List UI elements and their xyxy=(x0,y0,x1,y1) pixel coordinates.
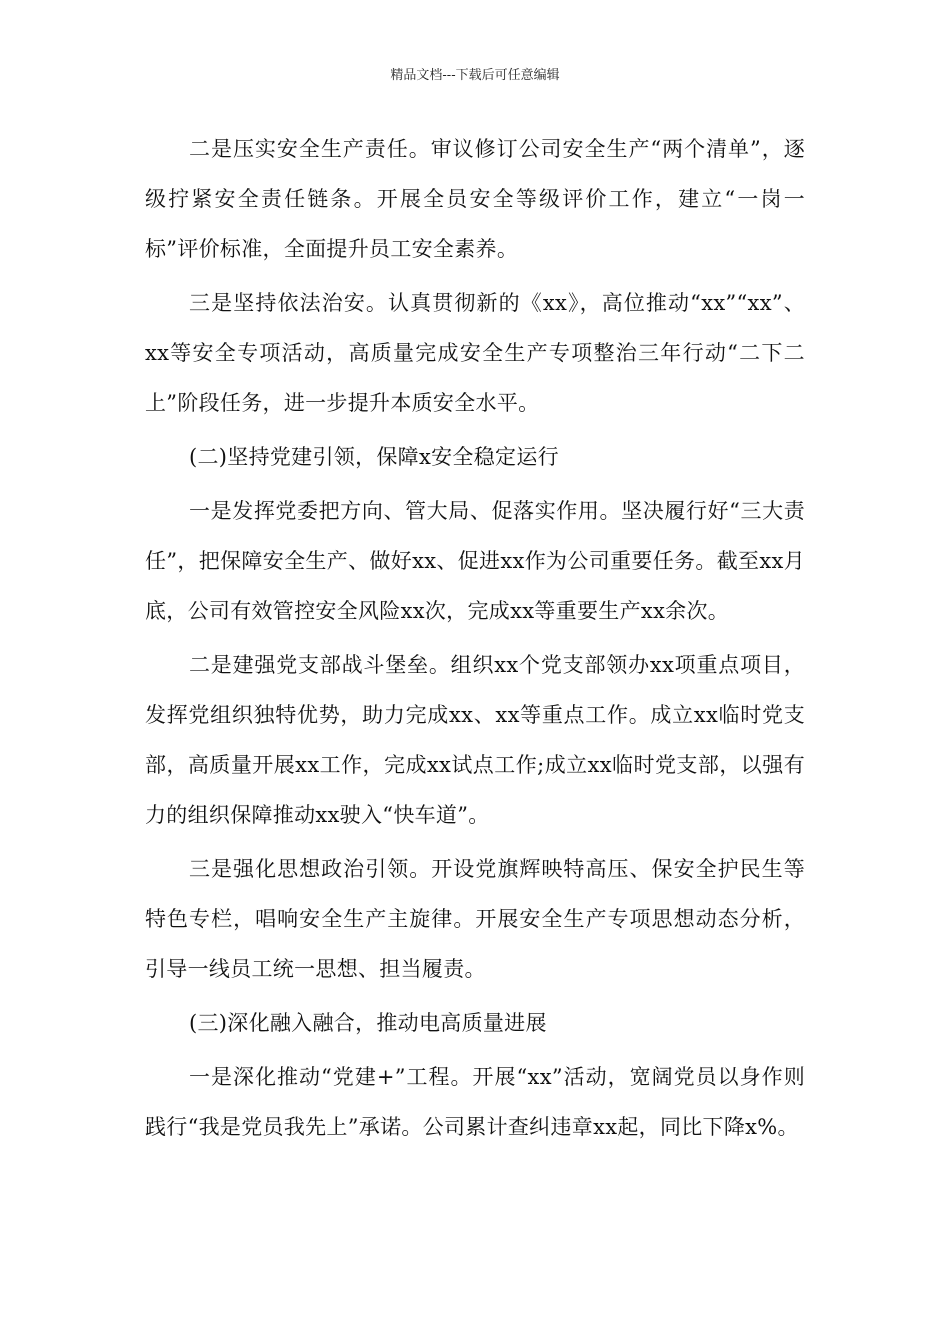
section-heading-party-leadership: (二)坚持党建引领，保障x安全稳定运行 xyxy=(189,445,559,469)
paragraph-safety-responsibility: 二是压实安全生产责任。审议修订公司安全生产“两个清单”，逐级拧紧安全责任链条。开展全员安全等级评价工作，建立“一岗一标”评价标准，全面提升员工安全素养。 xyxy=(145,137,805,261)
paragraph-party-branch: 二是建强党支部战斗堡垒。组织xx个党支部领办xx项重点项目，发挥党组织独特优势，助力完成xx、xx等重点工作。成立xx临时党支部，高质量开展xx工作，完成xx试点工作;成立xx临时党支部，以强有力的组织保障推动xx驶入“快车道”。 xyxy=(145,653,805,827)
paragraph-party-committee: 一是发挥党委把方向、管大局、促落实作用。坚决履行好“三大责任”，把保障安全生产、做好xx、促进xx作为公司重要任务。截至xx月底，公司有效管控安全风险xx次，完成xx等重要生产xx余次。 xyxy=(145,499,805,623)
paragraph-party-building-plus: 一是深化推动“党建+”工程。开展“xx”活动，宽阔党员以身作则践行“我是党员我先上”承诺。公司累计查纠违章xx起，同比下降x%。 xyxy=(145,1065,805,1139)
page-header: 精品文档---下载后可任意编辑 xyxy=(390,68,560,83)
document-body xyxy=(145,124,805,1156)
paragraph-lawful-safety: 三是坚持依法治安。认真贯彻新的《xx》，高位推动“xx”“xx”、xx等安全专项活动，高质量完成安全生产专项整治三年行动“二下二上”阶段任务，进一步提升本质安全水平。 xyxy=(145,291,805,415)
paragraph-ideological-guidance: 三是强化思想政治引领。开设党旗辉映特高压、保安全护民生等特色专栏，唱响安全生产主旋律。开展安全生产专项思想动态分析，引导一线员工统一思想、担当履责。 xyxy=(145,857,805,981)
section-heading-integration: (三)深化融入融合，推动电高质量进展 xyxy=(189,1011,547,1035)
